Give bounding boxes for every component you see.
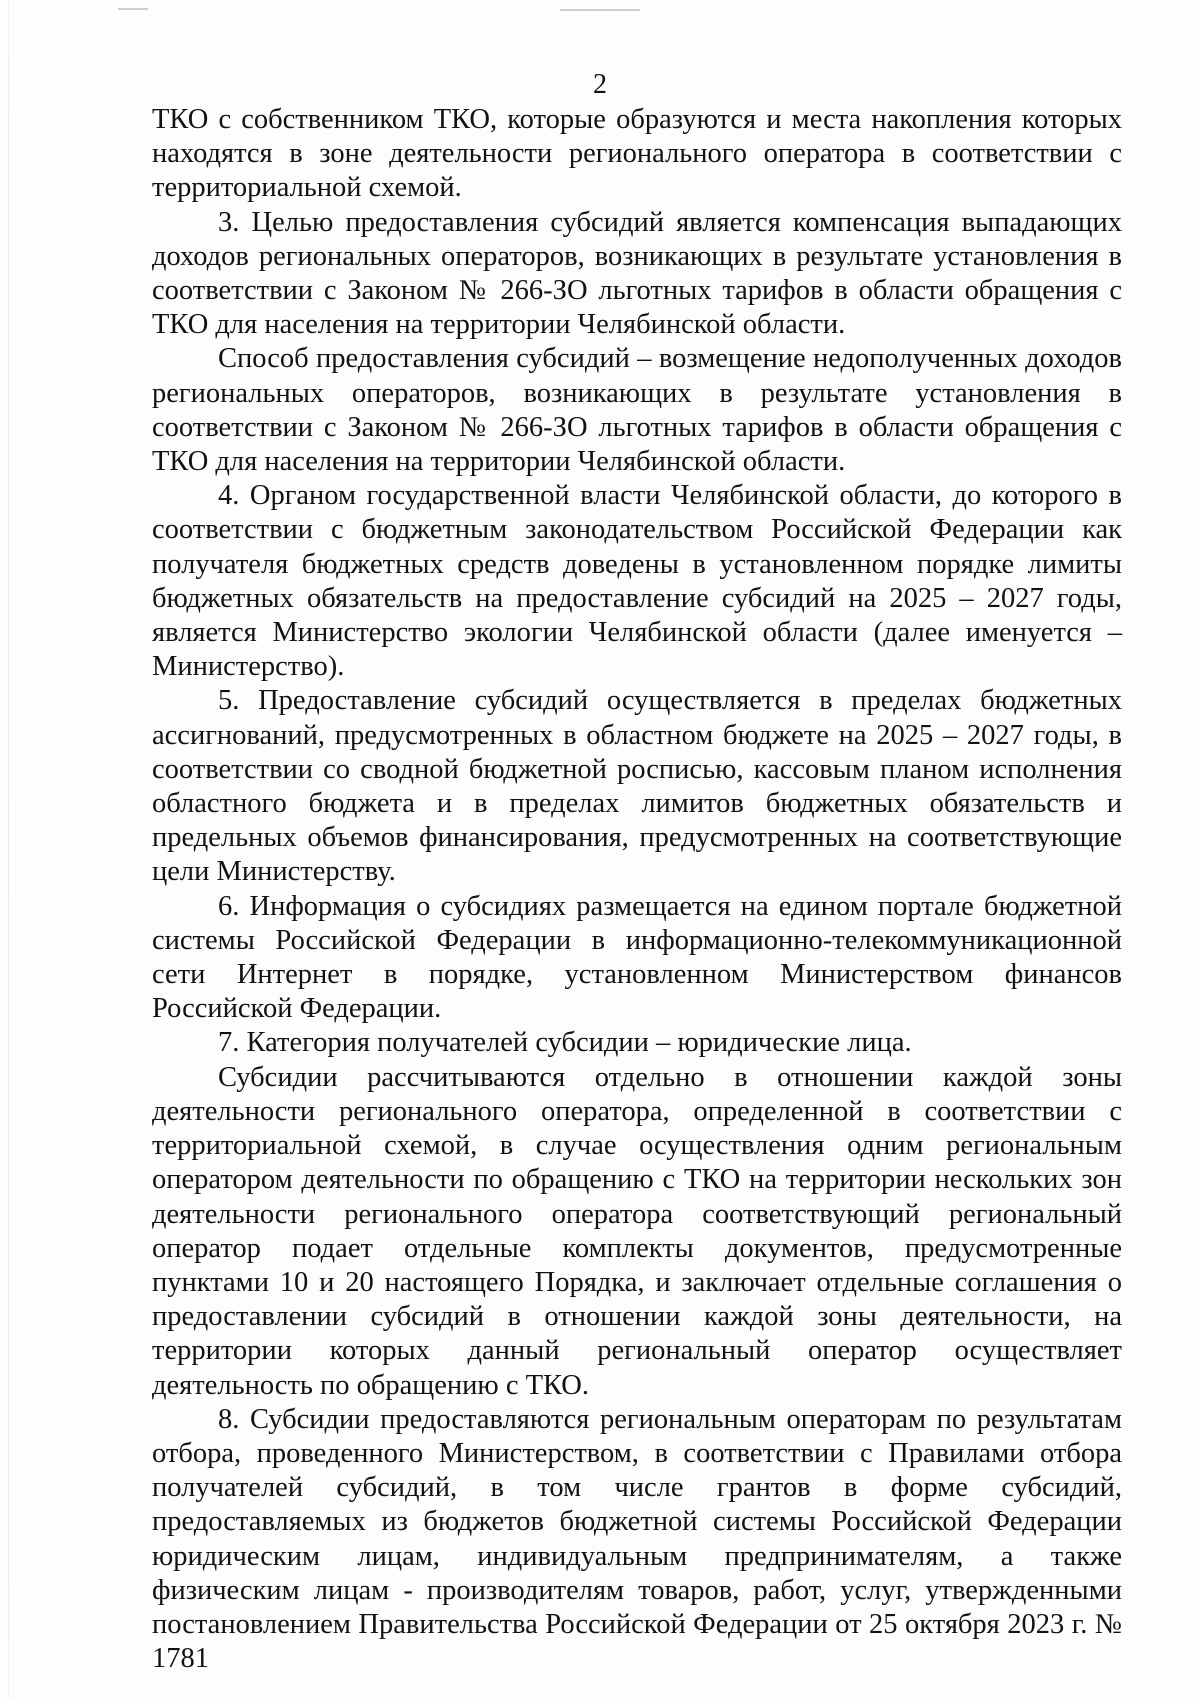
paragraph-3: 3. Целью предоставления субсидий является компенсация выпадающих доходов региональных операторов, возникающих в результате установления в соответствии с Законом № 266-ЗО льготных тарифов в области обращения с ТКО для населения на территории Челябинской области. — [152, 206, 1122, 341]
paragraph-4: 4. Органом государственной власти Челябинской области, до которого в соответствии с бюджетным законодательством Российской Федерации как получателя бюджетных средств доведены в установленном порядке лимиты бюджетных обязательств на предоставление субсидий на 2025 – 2027 годы, является Министерство экологии Челябинской области (далее именуется – Министерство). — [152, 480, 1122, 683]
paragraph-subsidies-calc: Субсидии рассчитываются отдельно в отношении каждой зоны деятельности регионального оператора, определенной в соответствии с территориальной схемой, в случае осуществления одним региональным оператором деятельности по обращению с ТКО на территории нескольких зон деятельности регионального оператора соответствующий региональный оператор подает отдельные комплекты документов, предусмотренные пунктами 10 и 20 настоящего Порядка, и заключает отдельные соглашения о предоставлении субсидий в отношении каждой зоны деятельности, на территории которых данный региональный оператор осуществляет деятельность по обращению с ТКО. — [152, 1061, 1122, 1401]
scan-edge — [8, 0, 9, 1698]
paragraph-6: 6. Информация о субсидиях размещается на едином портале бюджетной системы Российской Федерации в информационно-телекоммуникационной сети Интернет в порядке, установленном Министерством финансов Российской Федерации. — [152, 890, 1122, 1025]
paragraph-7: 7. Категория получателей субсидии – юридические лица. — [218, 1027, 912, 1059]
paragraph-method: Способ предоставления субсидий – возмещение недополученных доходов региональных операторов, возникающих в результате установления в соответствии с Законом № 266-ЗО льготных тарифов в области обращения с ТКО для населения на территории Челябинской области. — [152, 343, 1122, 478]
scan-mark-left — [118, 8, 148, 10]
paragraph-continuation: ТКО с собственником ТКО, которые образуются и места накопления которых находятся в зоне деятельности регионального оператора в соответствии с территориальной схемой. — [152, 104, 1122, 204]
paragraph-5: 5. Предоставление субсидий осуществляется в пределах бюджетных ассигнований, предусмотренных в областном бюджете на 2025 – 2027 годы, в соответствии со сводной бюджетной росписью, кассовым планом исполнения областного бюджета и в пределах лимитов бюджетных обязательств и предельных объемов финансирования, предусмотренных на соответствующие цели Министерству. — [152, 685, 1122, 888]
paragraph-8: 8. Субсидии предоставляются региональным операторам по результатам отбора, проведенного Министерством, в соответствии с Правилами отбора получателей субсидий, в том числе грантов в форме субсидий, предоставляемых из бюджетов бюджетной системы Российской Федерации юридическим лицам, индивидуальным предпринимателям, а также физическим лицам - производителям товаров, работ, услуг, утвержденными постановлением Правительства Российской Федерации от 25 октября 2023 г. № 1781 — [152, 1403, 1122, 1675]
scan-mark-center — [560, 9, 640, 11]
document-body — [152, 103, 1122, 1676]
page-number: 2 — [593, 69, 607, 100]
